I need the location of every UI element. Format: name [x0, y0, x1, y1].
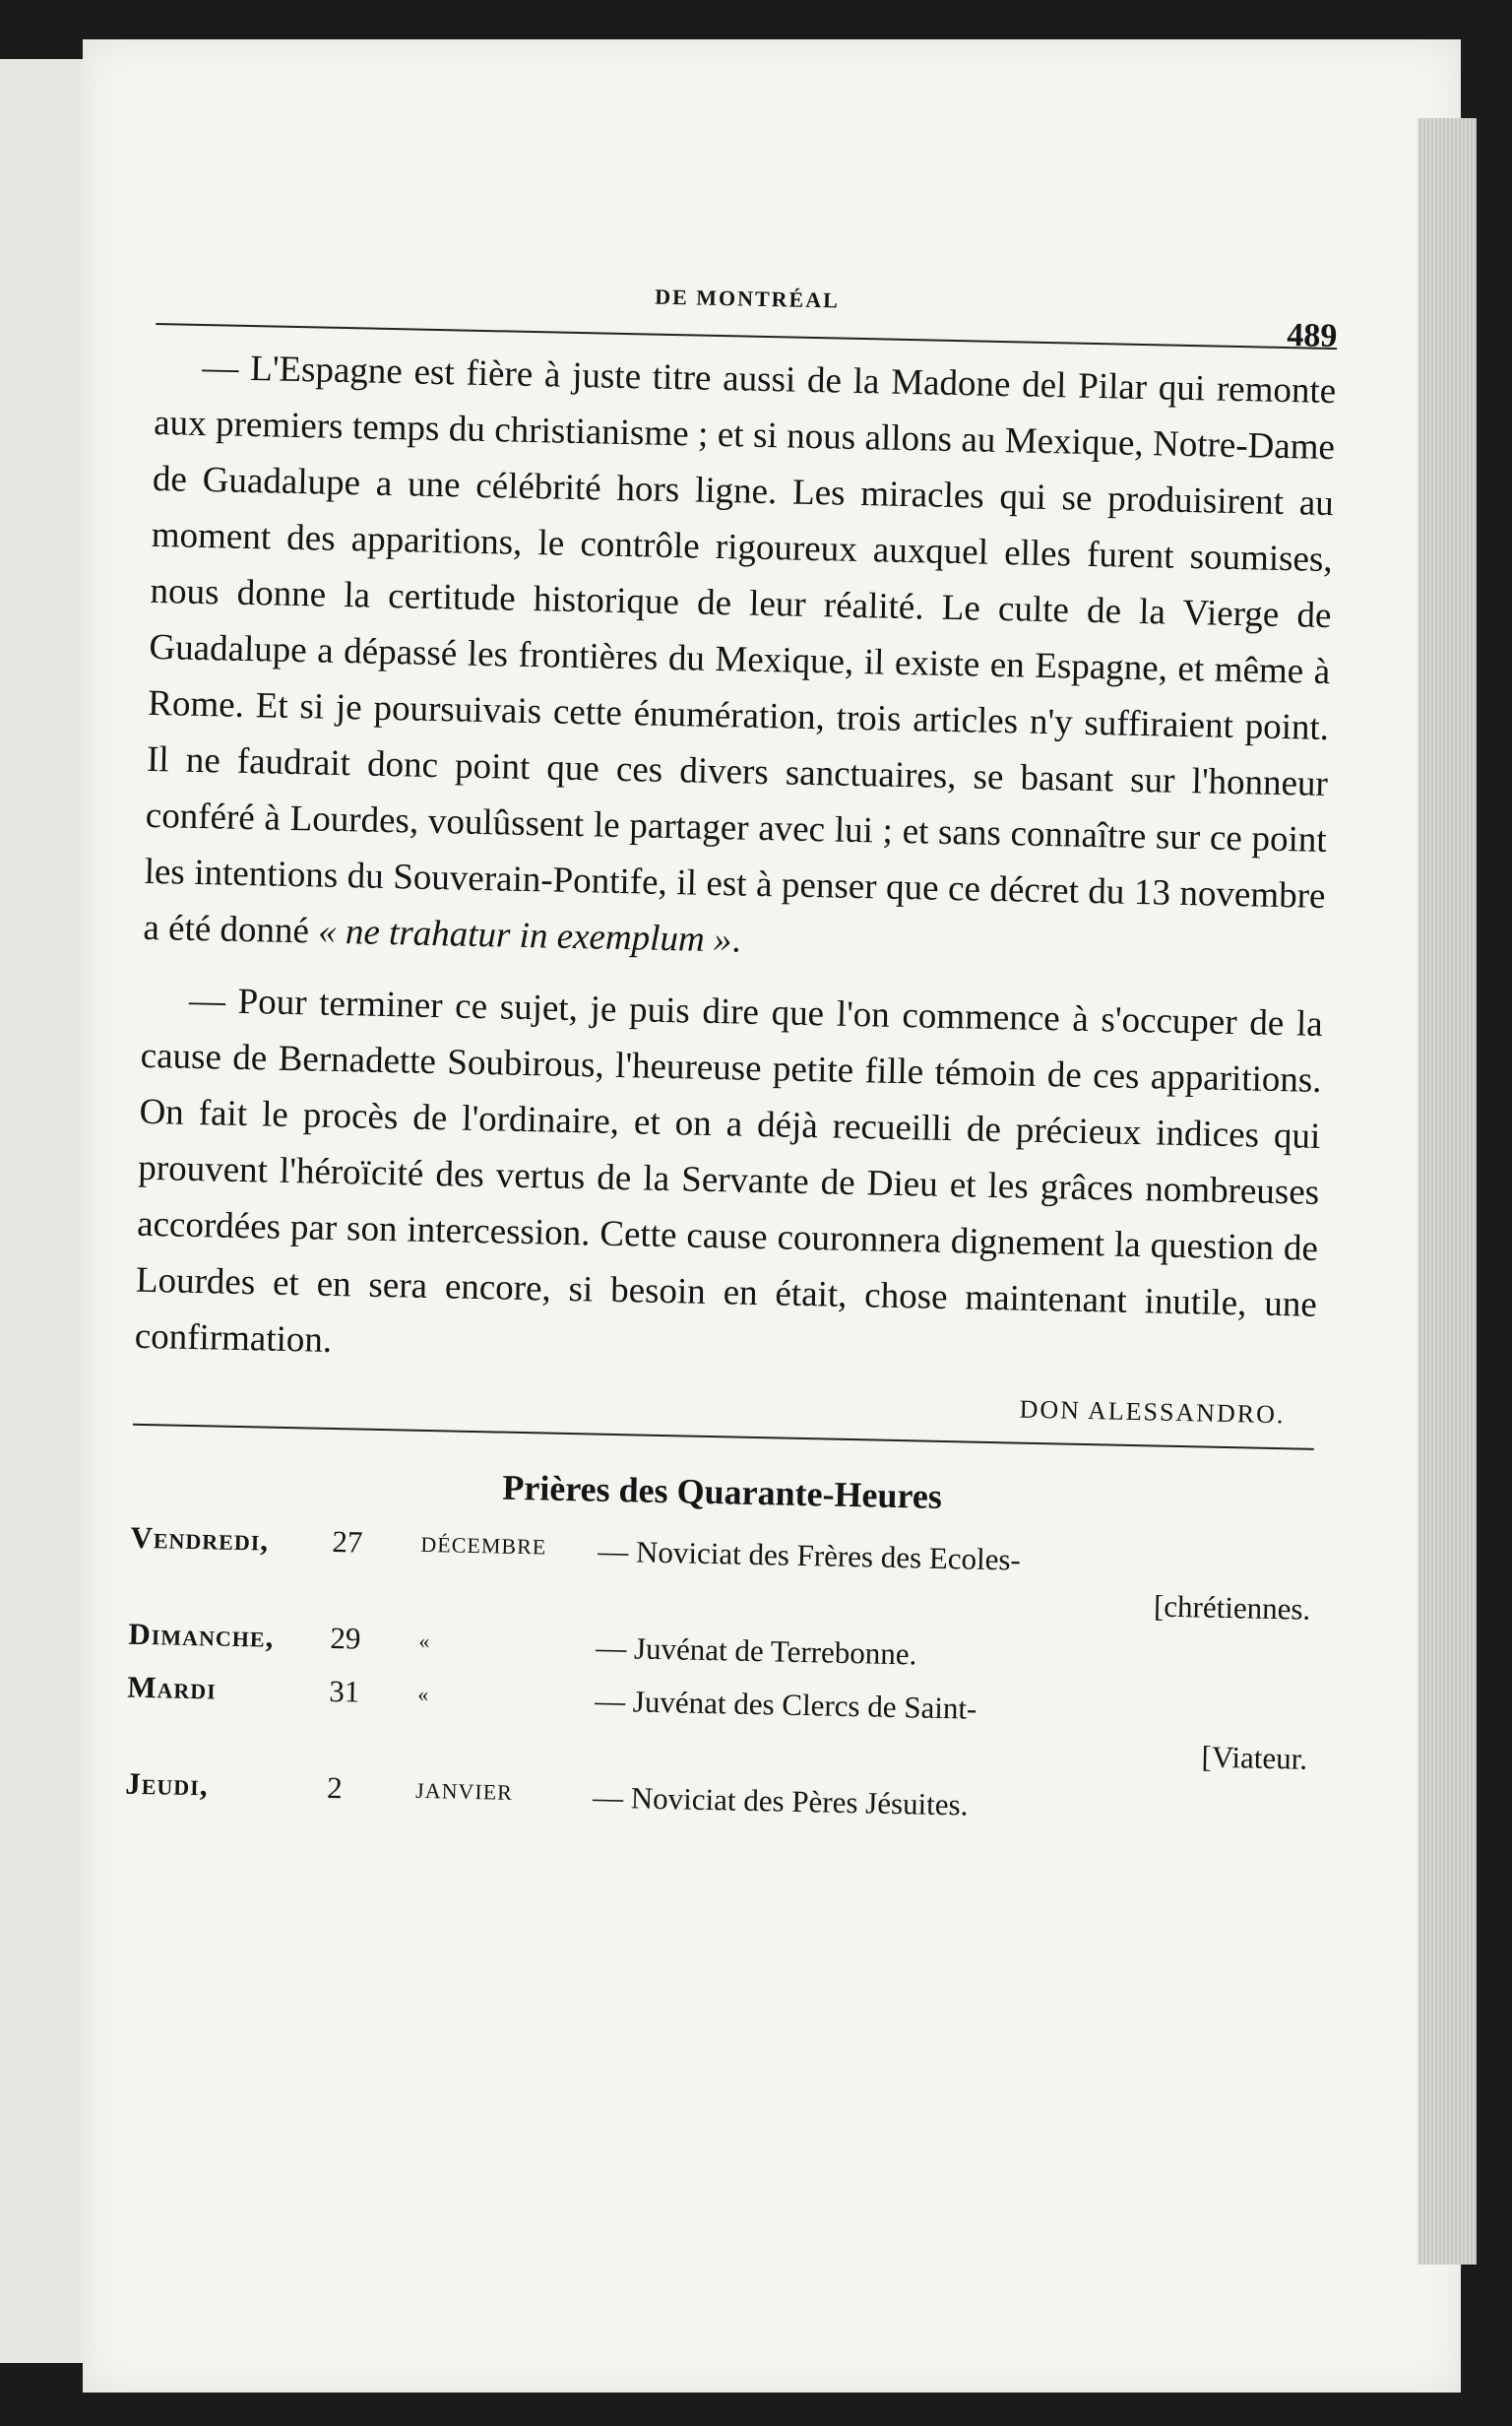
schedule-date: 29 — [330, 1620, 361, 1656]
schedule-month: JANVIER — [414, 1777, 514, 1805]
schedule-date: 31 — [328, 1673, 360, 1709]
schedule-row — [129, 1520, 1312, 1631]
paragraph-1-end: . — [730, 920, 742, 961]
schedule-month: « — [418, 1628, 431, 1654]
schedule-row — [126, 1670, 1309, 1781]
schedule-place-line: — Juvénat de Terrebonne. — [595, 1629, 917, 1672]
paragraph-2: — Pour terminer ce sujet, je puis dire que l'on commence à s'occuper de la cause de Bernadette Soubirous, l'heureuse petite fille témoin de ces apparitions. On fait le procès de l'ordinaire, et on a déjà recueilli de précieux indices qui prouvent l'héroïcité des vertus de la Servante de Dieu et les grâces nombreuses accordées par son intercession. Cette cause couronnera dignement la question de Lourdes et en sera encore, si besoin en était, chose maintenant inutile, une confirmation. — [134, 980, 1324, 1361]
schedule-place-line: — Noviciat des Frères des Ecoles- — [597, 1533, 1022, 1577]
prayers-title: Prières des Quarante-Heures — [501, 1467, 943, 1516]
paragraph-1 — [143, 339, 1337, 981]
schedule-day: Dimanche, — [128, 1616, 275, 1654]
prayer-schedule — [125, 1520, 1312, 1834]
schedule-day: Vendredi, — [130, 1519, 270, 1558]
schedule-date: 27 — [332, 1524, 363, 1560]
schedule-month: DÉCEMBRE — [420, 1531, 547, 1560]
schedule-place-continuation: [Viateur. — [1201, 1739, 1308, 1776]
schedule-place — [594, 1680, 1309, 1781]
latin-phrase: « ne trahatur in exemplum » — [317, 911, 732, 961]
schedule-month: « — [417, 1681, 430, 1707]
schedule-day: Jeudi, — [124, 1765, 209, 1803]
page-stack-edge — [1418, 118, 1477, 2265]
schedule-place-line: — Noviciat des Pères Jésuites. — [592, 1779, 969, 1822]
section-rule — [133, 1424, 1314, 1450]
schedule-place — [597, 1530, 1312, 1631]
schedule-day: Mardi — [126, 1669, 218, 1706]
signature: DON ALESSANDRO. — [1019, 1394, 1286, 1430]
page-number: 489 — [1286, 317, 1338, 355]
schedule-place — [596, 1627, 1310, 1685]
page-content — [125, 246, 1339, 1844]
schedule-date: 2 — [326, 1769, 344, 1806]
schedule-place-continuation: [chrétiennes. — [1153, 1588, 1311, 1627]
schedule-place-line: — Juvénat des Clercs de Saint- — [594, 1683, 977, 1726]
running-title: DE MONTRÉAL — [654, 284, 841, 313]
paragraph-1-text: — L'Espagne est fière à juste titre aussi de la Madone del Pilar qui remonte aux premiers temps du christianisme ; et si nous allons au Mexique, Notre-Dame de Guadalupe a une célébrité hors ligne. Les miracles qui se produisirent au moment des apparitions, le contrôle rigoureux auxquel elles furent soumises, nous donne la certitude historique de leur réalité. Le culte de la Vierge de Guadalupe a dépassé les frontières du Mexique, il existe en Espagne, et même à Rome. Et si je poursuivais cette énumération, trois articles n'y suffiraient point. Il ne faudrait donc point que ces divers sanctuaires, se basant sur l'honneur conféré à Lourdes, voulûssent le partager avec lui ; et sans connaître sur ce point les intentions du Souverain-Pontife, il est à penser que ce décret du 13 novembre a été donné — [143, 347, 1337, 952]
schedule-place — [593, 1776, 1307, 1834]
facing-page-edge — [0, 59, 86, 2363]
